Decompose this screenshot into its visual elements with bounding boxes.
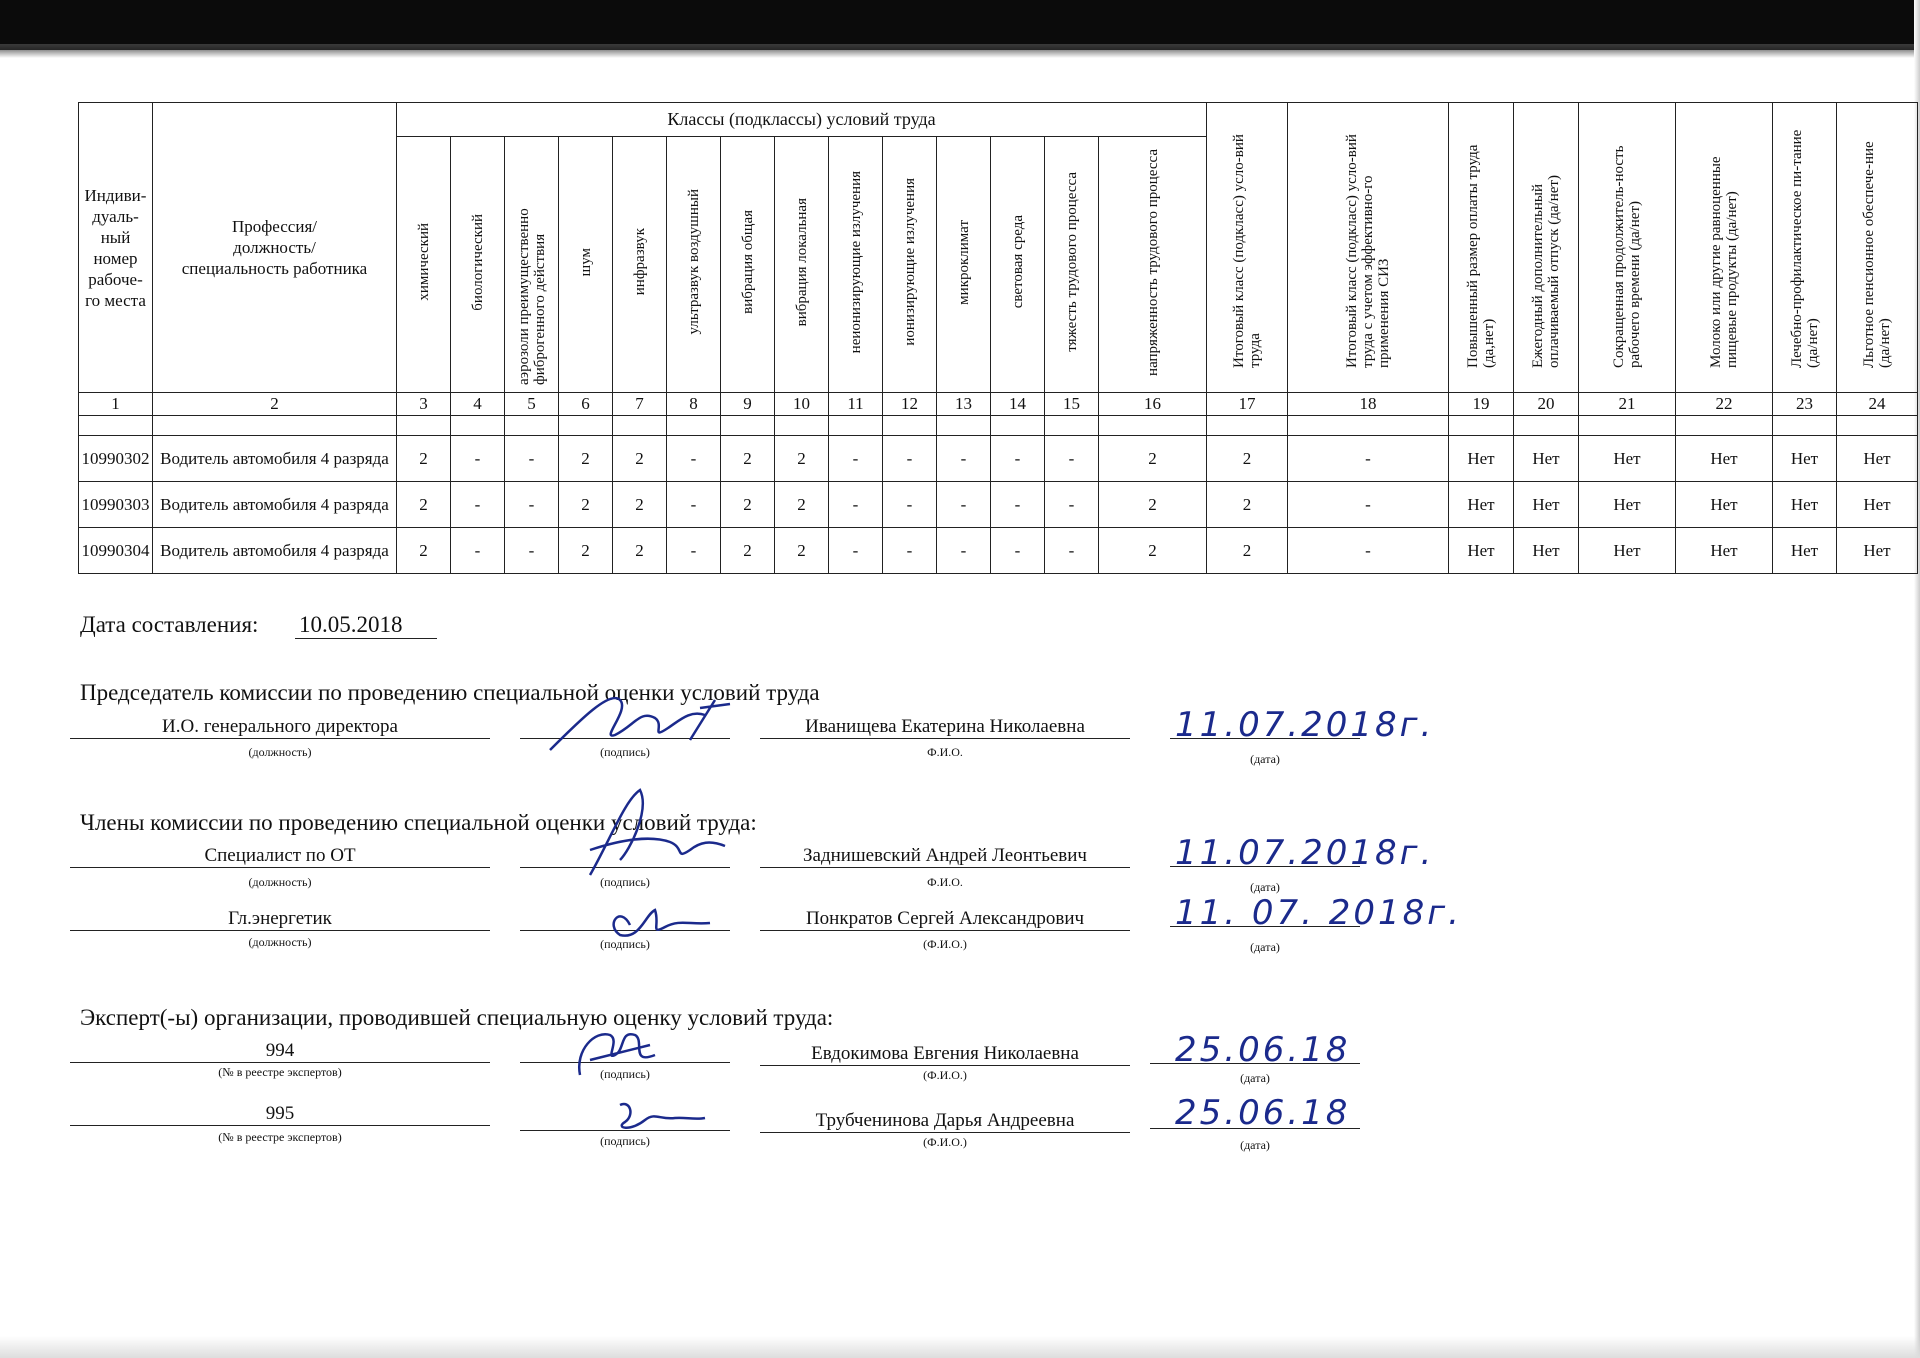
class-value: Нет [1773,436,1837,482]
class-value: 2 [397,482,451,528]
class-value: Нет [1449,482,1514,528]
class-value: - [883,482,937,528]
expert-1-date-line [1150,1063,1360,1064]
scan-top-bar [0,0,1920,50]
header-factor-label: световая среда [1009,215,1026,309]
column-number: 24 [1837,393,1918,416]
header-factor-11 [829,137,883,393]
class-value: 2 [613,482,667,528]
member-2-date-line [1170,926,1360,927]
class-value: Нет [1773,482,1837,528]
class-value: 2 [559,528,613,574]
header-factor-label: ионизирующие излучения [901,178,918,346]
class-value: 2 [721,436,775,482]
empty-cell [1288,416,1449,436]
column-number: 21 [1579,393,1676,416]
class-value: Нет [1579,528,1676,574]
column-number: 7 [613,393,667,416]
class-value: 2 [775,528,829,574]
column-number: 5 [505,393,559,416]
header-extra-22 [1676,103,1773,393]
expert-1-name: Евдокимова Евгения Николаевна [760,1043,1130,1066]
class-value: - [1045,482,1099,528]
empty-cell [613,416,667,436]
class-value: Нет [1514,528,1579,574]
column-number: 10 [775,393,829,416]
header-extra-23 [1773,103,1837,393]
chairman-signature-icon [540,680,740,770]
class-value: Нет [1837,436,1918,482]
header-factor-label: аэрозоли преимущественно фиброгенного действия [515,207,548,385]
empty-cell [829,416,883,436]
empty-cell [1773,416,1837,436]
header-extra-19 [1449,103,1514,393]
header-factor-label: химический [415,223,432,301]
header-factor-9 [721,137,775,393]
profession: Водитель автомобиля 4 разряда [153,482,397,528]
class-value: 2 [721,482,775,528]
header-extra-21 [1579,103,1676,393]
class-value: - [667,482,721,528]
class-value: Нет [1579,482,1676,528]
header-factor-label: шум [577,247,594,277]
scan-bottom-edge [0,1336,1920,1358]
class-value: Нет [1449,528,1514,574]
empty-cell [667,416,721,436]
class-value: - [1045,436,1099,482]
empty-cell [883,416,937,436]
header-id-column: Индиви- дуаль- ный номер рабоче- го места [79,103,153,393]
header-extra-23-label: Лечебно-профилактическое пи-тание (да/нет) [1788,129,1821,368]
chairman-date-line [1170,738,1360,739]
class-value: - [451,482,505,528]
column-number: 14 [991,393,1045,416]
empty-cell [775,416,829,436]
class-value: 2 [397,528,451,574]
class-value: - [991,436,1045,482]
class-value: - [451,528,505,574]
empty-cell [1579,416,1676,436]
column-number: 11 [829,393,883,416]
column-number: 16 [1099,393,1207,416]
expert-1-date: 25.06.18 [1175,1030,1351,1070]
member-1-date-line [1170,866,1360,867]
empty-cell [1676,416,1773,436]
header-factor-15 [1045,137,1099,393]
expert-2-date: 25.06.18 [1175,1093,1351,1133]
profession: Водитель автомобиля 4 разряда [153,436,397,482]
empty-cell [153,416,397,436]
class-value: - [829,436,883,482]
column-number: 3 [397,393,451,416]
chairman-fio-caption: Ф.И.О. [927,745,963,759]
class-value: 2 [1099,436,1207,482]
class-value: 2 [613,528,667,574]
class-value: Нет [1449,436,1514,482]
member-2-fio-caption: (Ф.И.О.) [923,937,967,951]
table-row [79,482,1918,528]
member-2-name: Понкратов Сергей Александрович [760,908,1130,931]
expert-2-date-line [1150,1128,1360,1129]
header-factor-6 [559,137,613,393]
class-value: - [667,528,721,574]
class-value: Нет [1676,528,1773,574]
header-factor-label: биологический [469,213,486,311]
class-value: 2 [721,528,775,574]
class-value: Нет [1773,528,1837,574]
member-1-name: Заднишевский Андрей Леонтьевич [760,845,1130,868]
header-factor-label: микроклимат [955,219,972,305]
header-factor-14 [991,137,1045,393]
member-1-date-caption: (дата) [1250,880,1280,894]
expert-1-signature-caption: (подпись) [600,1067,650,1081]
class-value: - [1288,528,1449,574]
column-number: 20 [1514,393,1579,416]
column-number: 8 [667,393,721,416]
member-1-fio-caption: Ф.И.О. [927,875,963,889]
profession: Водитель автомобиля 4 разряда [153,528,397,574]
class-value: 2 [559,482,613,528]
member-2-signature-caption: (подпись) [600,937,650,951]
header-extra-21-label: Сокращенная продолжитель-ность рабочего времени (да/нет) [1611,145,1643,368]
empty-cell [1099,416,1207,436]
column-number: 12 [883,393,937,416]
class-value: 2 [775,436,829,482]
column-number: 19 [1449,393,1514,416]
member-1-position-caption: (должность) [248,875,312,889]
class-value: - [505,528,559,574]
header-extra-22-label: Молоко или другие равноценные пищевые продукты (да/нет) [1708,155,1740,368]
member-2-date-caption: (дата) [1250,940,1280,954]
workplace-id: 10990302 [79,436,153,482]
member-1-date: 11.07.2018г. [1175,833,1435,873]
column-number: 18 [1288,393,1449,416]
column-number: 22 [1676,393,1773,416]
class-value: 2 [1099,528,1207,574]
class-value: - [667,436,721,482]
expert-1-signature-icon [560,1015,670,1085]
class-value: - [991,528,1045,574]
column-number: 2 [153,393,397,416]
date-compiled-value: 10.05.2018 [295,612,437,639]
empty-cell [1837,416,1918,436]
header-extra-20 [1514,103,1579,393]
empty-cell [721,416,775,436]
header-factor-label: ультразвук воздушный [685,189,702,335]
header-factor-16 [1099,137,1207,393]
member-1-signature-caption: (подпись) [600,875,650,889]
class-value: - [505,436,559,482]
empty-cell [1514,416,1579,436]
member-1-position: Специалист по ОТ [70,845,490,868]
class-value: 2 [613,436,667,482]
chairman-signature-caption: (подпись) [600,745,650,759]
class-value: - [937,528,991,574]
header-factor-label: напряженность трудового процесса [1144,148,1161,376]
class-value: 2 [1207,482,1288,528]
class-value: 2 [775,482,829,528]
member-1-signature-icon [550,780,740,890]
member-2-date: 11. 07. 2018г. [1175,893,1462,933]
expert-2-name: Трубченинова Дарья Андреевна [760,1110,1130,1133]
empty-cell [559,416,613,436]
expert-2-signature-caption: (подпись) [600,1134,650,1148]
header-extra-18 [1288,103,1449,393]
expert-2-date-caption: (дата) [1240,1138,1270,1152]
class-value: - [451,436,505,482]
header-factor-label: вибрация общая [739,210,756,314]
chairman-date-caption: (дата) [1250,752,1280,766]
chairman-heading: Председатель комиссии по проведению специальной оценки условий труда [80,680,820,705]
empty-cell [79,416,153,436]
table-row [79,528,1918,574]
column-number: 13 [937,393,991,416]
class-value: Нет [1837,528,1918,574]
header-extra-24 [1837,103,1918,393]
header-extra-19-label: Повышенный размер оплаты труда (да,нет) [1465,144,1497,368]
class-value: - [1288,436,1449,482]
class-value: - [505,482,559,528]
header-profession-column: Профессия/ должность/ специальность работника [153,103,397,393]
expert-2-fio-caption: (Ф.И.О.) [923,1135,967,1149]
expert-1-fio-caption: (Ф.И.О.) [923,1068,967,1082]
header-extra-17-label: Итоговый класс (подкласс) усло-вий труда [1231,133,1263,368]
class-value: - [937,482,991,528]
header-factor-13 [937,137,991,393]
header-factor-label: вибрация локальная [793,197,810,327]
experts-heading: Эксперт(-ы) организации, проводившей специальную оценку условий труда: [80,1005,834,1030]
header-factor-label: инфразвук [631,228,648,296]
header-factor-5 [505,137,559,393]
class-value: 2 [397,436,451,482]
empty-cell [451,416,505,436]
workplace-id: 10990303 [79,482,153,528]
class-value: Нет [1514,482,1579,528]
empty-cell [1449,416,1514,436]
header-classes-group: Классы (подклассы) условий труда [397,103,1207,137]
header-factor-7 [613,137,667,393]
expert-2-registry: 995 [70,1103,490,1126]
empty-cell [505,416,559,436]
column-number: 1 [79,393,153,416]
members-heading: Члены комиссии по проведению специальной оценки условий труда: [80,810,757,835]
class-value: Нет [1676,482,1773,528]
column-number: 23 [1773,393,1837,416]
header-extra-17 [1207,103,1288,393]
column-number: 17 [1207,393,1288,416]
member-2-signature-icon [600,895,720,945]
class-value: 2 [1099,482,1207,528]
header-extra-20-label: Ежегодный дополнительный оплачиваемый отпуск (да/нет) [1530,174,1562,368]
column-number: 15 [1045,393,1099,416]
empty-cell [1045,416,1099,436]
chairman-date: 11.07.2018г. [1175,705,1435,745]
chairman-position: И.О. генерального директора [70,716,490,739]
workplace-id: 10990304 [79,528,153,574]
expert-1-registry-caption: (№ в реестре экспертов) [218,1065,342,1079]
class-value: Нет [1676,436,1773,482]
column-number: 9 [721,393,775,416]
header-factor-label: тяжесть трудового процесса [1063,172,1080,352]
class-value: Нет [1514,436,1579,482]
column-number: 6 [559,393,613,416]
member-2-position: Гл.энергетик [70,908,490,931]
class-value: 2 [559,436,613,482]
header-factor-8 [667,137,721,393]
header-factor-4 [451,137,505,393]
member-2-position-caption: (должность) [248,935,312,949]
table-row [79,436,1918,482]
header-factor-label: неионизирующие излучения [847,170,864,354]
class-value: 2 [1207,436,1288,482]
header-extra-18-label: Итоговый класс (подкласс) усло-вий труда с учетом эффективно-го применения СИЗ [1344,133,1392,368]
header-factor-12 [883,137,937,393]
empty-cell [991,416,1045,436]
expert-2-registry-caption: (№ в реестре экспертов) [218,1130,342,1144]
class-value: - [1045,528,1099,574]
empty-cell [937,416,991,436]
class-value: - [829,482,883,528]
sout-results-table [78,102,1918,574]
class-value: - [883,528,937,574]
expert-1-registry: 994 [70,1040,490,1063]
class-value: - [829,528,883,574]
class-value: 2 [1207,528,1288,574]
header-factor-3 [397,137,451,393]
expert-1-date-caption: (дата) [1240,1071,1270,1085]
date-compiled-label: Дата составления: [80,612,259,637]
class-value: - [937,436,991,482]
empty-cell [397,416,451,436]
class-value: - [1288,482,1449,528]
class-value: Нет [1579,436,1676,482]
class-value: - [991,482,1045,528]
empty-cell [1207,416,1288,436]
chairman-position-caption: (должность) [248,745,312,759]
header-factor-10 [775,137,829,393]
chairman-name: Иванищева Екатерина Николаевна [760,716,1130,739]
header-extra-24-label: Льготное пенсионное обеспече-ние (да/нет) [1861,140,1893,368]
expert-2-signature-icon [600,1090,710,1135]
column-number: 4 [451,393,505,416]
class-value: Нет [1837,482,1918,528]
class-value: - [883,436,937,482]
